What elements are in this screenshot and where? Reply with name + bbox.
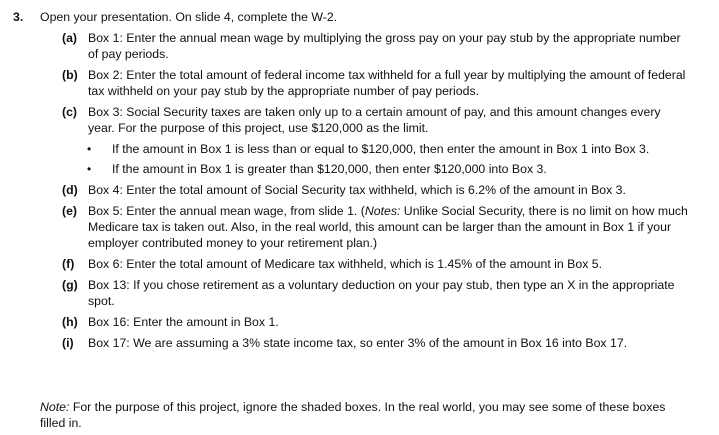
box3-conditions	[62, 141, 687, 177]
note-label: Note:	[40, 400, 70, 414]
item-text-start: Box 5: Enter the annual mean wage, from slide 1. (	[88, 204, 365, 218]
question-header	[13, 9, 337, 25]
item-text: Box 1: Enter the annual mean wage by multiplying the gross pay on your pay stub by the appropriate number of pay periods.	[88, 31, 681, 61]
instruction-list	[62, 30, 687, 356]
item-text: Box 17: We are assuming a 3% state income tax, so enter 3% of the amount in Box 16 into Box 17.	[88, 336, 628, 350]
list-item-f	[62, 256, 687, 272]
item-text: Box 6: Enter the total amount of Medicare tax withheld, which is 1.45% of the amount in Box 5.	[88, 257, 603, 271]
project-note	[40, 399, 690, 431]
list-item-c	[62, 104, 688, 136]
item-label: (d)	[62, 183, 78, 197]
item-label: (e)	[62, 204, 78, 218]
item-label: (i)	[62, 336, 74, 350]
question-text: Open your presentation. On slide 4, complete the W-2.	[40, 10, 338, 24]
item-label: (h)	[62, 315, 78, 329]
list-item	[62, 141, 692, 157]
bullet-text: If the amount in Box 1 is greater than $120,000, then enter $120,000 into Box 3.	[112, 162, 547, 176]
item-label: (a)	[62, 31, 78, 45]
item-text: Box 16: Enter the amount in Box 1.	[88, 315, 279, 329]
list-item-a	[62, 30, 688, 62]
item-label: (b)	[62, 68, 78, 82]
item-text: Box 2: Enter the total amount of federal income tax withheld for a full year by multiplying the amount of federal tax withheld on your pay stub by the appropriate number of pay periods.	[88, 68, 686, 98]
list-item-h	[62, 314, 687, 330]
item-label: (f)	[62, 257, 75, 271]
question-number: 3.	[13, 10, 24, 24]
item-text: Box 4: Enter the total amount of Social Security tax withheld, which is 6.2% of the amount in Box 3.	[88, 183, 626, 197]
list-item-g	[62, 277, 688, 309]
bullet-text: If the amount in Box 1 is less than or equal to $120,000, then enter the amount in Box 1 into Box 3.	[112, 142, 650, 156]
note-text: For the purpose of this project, ignore the shaded boxes. In the real world, you may see some of these boxes filled in.	[40, 400, 666, 430]
bullet-icon: •	[87, 142, 92, 156]
list-item	[62, 161, 692, 177]
item-text-end: Unlike Social Security, there is no limit on how much Medicare tax is taken out. Also, in the real world, this amount can be larger than the amount in Box 1 if your employer contributed money to your retirement plan.)	[88, 204, 688, 250]
item-label: (c)	[62, 105, 78, 119]
item-text: Box 3: Social Security taxes are taken only up to a certain amount of pay, and this amount changes every year. For the purpose of this project, use $120,000 as the limit.	[88, 105, 661, 135]
list-item-d	[62, 182, 687, 198]
item-text: Box 13: If you chose retirement as a voluntary deduction on your pay stub, then type an X in the appropriate spot.	[88, 278, 675, 308]
bullet-icon: •	[87, 162, 92, 176]
list-item-i	[62, 335, 687, 351]
list-item-b	[62, 67, 688, 99]
list-item-e	[62, 203, 688, 251]
notes-label: Notes:	[364, 204, 401, 218]
item-label: (g)	[62, 278, 78, 292]
